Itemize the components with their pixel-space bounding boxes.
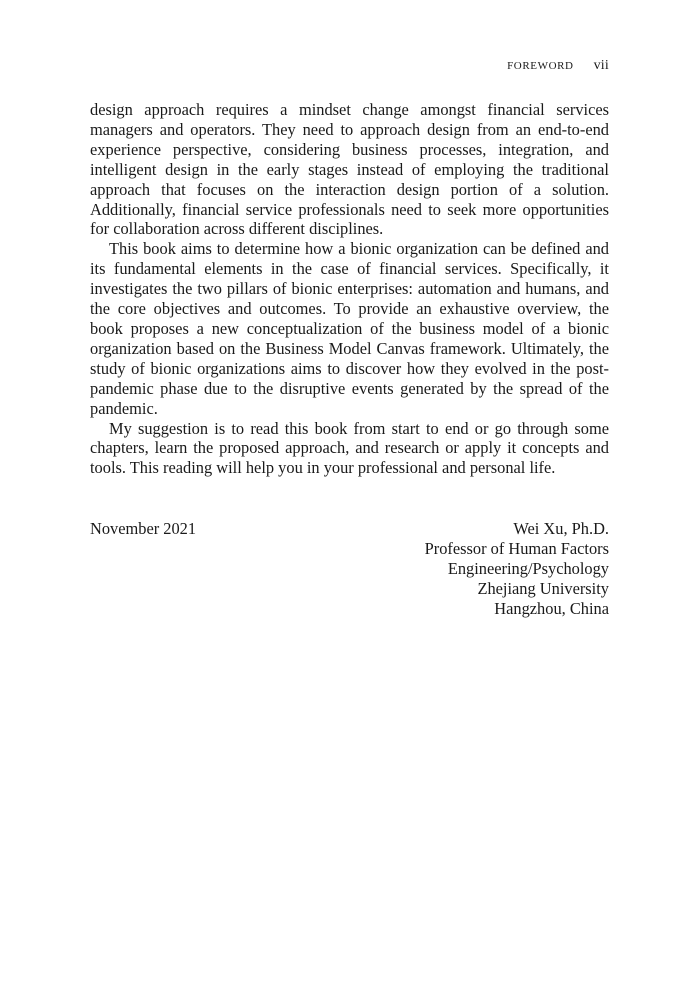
paragraph-suggestion: My suggestion is to read this book from start to end or go through some chapters, learn the proposed approach, and research or apply it concepts and tools. This reading will help you in your professional and personal life. (90, 418, 609, 478)
author-name: Wei Xu, Ph.D. (513, 519, 609, 538)
author-block (425, 519, 609, 619)
running-head (507, 58, 609, 74)
running-head-section: FOREWORD (507, 60, 574, 72)
paragraph-continued: design approach requires a mindset change amongst financial services managers and operators. They need to approach design from an end-to-end experience perspective, considering business processes, integration, and intelligent design in the early stages instead of employing the traditional approach that focuses on the interaction design portion of a solution. Additionally, financial service professionals need to seek more opportunities for collaboration across different disciplines. (90, 100, 609, 239)
author-title-line-1: Professor of Human Factors (424, 538, 609, 558)
foreword-body (90, 100, 609, 478)
author-institution: Zhejiang University (477, 578, 609, 598)
page-number: vii (593, 58, 609, 73)
author-location: Hangzhou, China (494, 598, 609, 618)
signature-date: November 2021 (90, 519, 197, 538)
paragraph-book-aims: This book aims to determine how a bionic organization can be defined and its fundamental elements in the case of financial services. Specifically, it investigates the two pillars of bionic enterprises: automation and humans, and the core objectives and outcomes. To provide an exhaustive overview, the book proposes a new conceptualization of the business model of a bionic organization based on the Business Model Canvas framework. Ultimately, the study of bionic organizations aims to discover how they evolved in the post-pandemic phase due to the disruptive events generated by the spread of the pandemic. (90, 239, 609, 418)
author-title-line-2: Engineering/Psychology (447, 558, 609, 578)
